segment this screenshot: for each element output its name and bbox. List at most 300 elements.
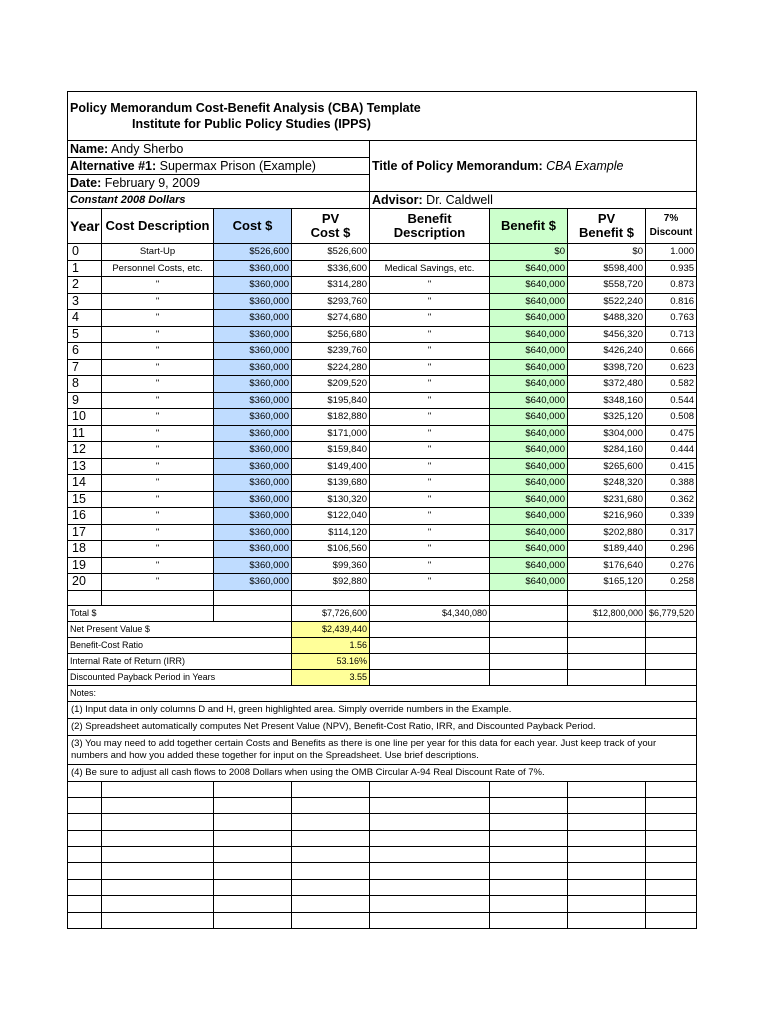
- pv-cost-cell[interactable]: $106,560: [292, 541, 370, 558]
- cost-cell[interactable]: $360,000: [214, 508, 292, 525]
- year-cell[interactable]: 3: [68, 293, 102, 310]
- cost-description-cell[interactable]: ": [102, 541, 214, 558]
- empty-cell[interactable]: [68, 879, 102, 895]
- pv-cost-cell[interactable]: $239,760: [292, 343, 370, 360]
- pv-cost-cell[interactable]: $122,040: [292, 508, 370, 525]
- empty-cell[interactable]: [490, 830, 568, 846]
- empty-cell[interactable]: [646, 847, 697, 863]
- cost-description-cell[interactable]: ": [102, 574, 214, 591]
- benefit-cell[interactable]: $640,000: [490, 326, 568, 343]
- cost-cell[interactable]: $360,000: [214, 557, 292, 574]
- cost-cell[interactable]: $360,000: [214, 409, 292, 426]
- discount-cell[interactable]: 0.276: [646, 557, 697, 574]
- pv-benefit-cell[interactable]: $176,640: [568, 557, 646, 574]
- cost-cell[interactable]: $360,000: [214, 376, 292, 393]
- pv-benefit-cell[interactable]: $598,400: [568, 260, 646, 277]
- empty-cell[interactable]: [102, 830, 214, 846]
- table-row: [68, 326, 697, 343]
- empty-cell[interactable]: [568, 637, 646, 653]
- empty-cell[interactable]: [646, 879, 697, 895]
- benefit-description-cell[interactable]: ": [370, 541, 490, 558]
- empty-cell[interactable]: [568, 621, 646, 637]
- empty-cell[interactable]: [646, 896, 697, 912]
- empty-cell[interactable]: [370, 912, 490, 928]
- empty-cell[interactable]: [646, 797, 697, 813]
- cost-cell[interactable]: $360,000: [214, 310, 292, 327]
- empty-cell[interactable]: [214, 847, 292, 863]
- benefit-description-cell[interactable]: ": [370, 392, 490, 409]
- pv-cost-cell[interactable]: $182,880: [292, 409, 370, 426]
- pv-benefit-cell[interactable]: $216,960: [568, 508, 646, 525]
- year-cell[interactable]: 11: [68, 425, 102, 442]
- empty-cell[interactable]: [292, 814, 370, 830]
- cost-cell[interactable]: $360,000: [214, 541, 292, 558]
- year-cell[interactable]: 7: [68, 359, 102, 376]
- year-cell[interactable]: 12: [68, 442, 102, 459]
- empty-cell[interactable]: [102, 912, 214, 928]
- pv-cost-cell[interactable]: $274,680: [292, 310, 370, 327]
- empty-cell[interactable]: [214, 830, 292, 846]
- benefit-cell[interactable]: $640,000: [490, 442, 568, 459]
- blank-row: [68, 879, 697, 895]
- pv-benefit-cell[interactable]: $558,720: [568, 277, 646, 294]
- empty-cell[interactable]: [68, 797, 102, 813]
- empty-cell[interactable]: [102, 590, 214, 605]
- year-cell[interactable]: 5: [68, 326, 102, 343]
- table-row: [68, 574, 697, 591]
- date-cell[interactable]: [68, 175, 370, 192]
- cost-description-cell[interactable]: ": [102, 458, 214, 475]
- benefit-cell[interactable]: $640,000: [490, 508, 568, 525]
- empty-cell[interactable]: [490, 797, 568, 813]
- summary-value[interactable]: 1.56: [292, 637, 370, 653]
- discount-cell[interactable]: 0.339: [646, 508, 697, 525]
- pv-cost-cell[interactable]: $256,680: [292, 326, 370, 343]
- empty-cell[interactable]: [102, 896, 214, 912]
- empty-cell[interactable]: [102, 863, 214, 879]
- empty-cell[interactable]: [68, 896, 102, 912]
- pv-cost-cell[interactable]: $526,600: [292, 244, 370, 261]
- table-row: [68, 458, 697, 475]
- empty-cell[interactable]: [490, 590, 568, 605]
- cost-description-cell[interactable]: Start-Up: [102, 244, 214, 261]
- pv-benefit-cell[interactable]: $284,160: [568, 442, 646, 459]
- cost-description-cell[interactable]: ": [102, 508, 214, 525]
- benefit-cell[interactable]: $640,000: [490, 343, 568, 360]
- pv-benefit-cell[interactable]: $265,600: [568, 458, 646, 475]
- empty-cell[interactable]: [214, 896, 292, 912]
- discount-cell[interactable]: 0.362: [646, 491, 697, 508]
- benefit-description-cell[interactable]: ": [370, 491, 490, 508]
- empty-cell[interactable]: [68, 590, 102, 605]
- pv-benefit-cell[interactable]: $304,000: [568, 425, 646, 442]
- cost-description-cell[interactable]: ": [102, 376, 214, 393]
- cost-cell[interactable]: $360,000: [214, 260, 292, 277]
- benefit-cell[interactable]: $640,000: [490, 458, 568, 475]
- empty-cell[interactable]: [568, 896, 646, 912]
- year-cell[interactable]: 10: [68, 409, 102, 426]
- discount-cell[interactable]: 0.508: [646, 409, 697, 426]
- empty-cell[interactable]: [370, 847, 490, 863]
- empty-cell[interactable]: [370, 879, 490, 895]
- empty-cell[interactable]: [568, 653, 646, 669]
- benefit-description-cell[interactable]: ": [370, 277, 490, 294]
- table-row: [68, 260, 697, 277]
- memo-title-label: Title of Policy Memorandum:: [372, 159, 543, 173]
- total-cost[interactable]: $7,726,600: [292, 605, 370, 621]
- year-cell[interactable]: 2: [68, 277, 102, 294]
- empty-cell[interactable]: [292, 781, 370, 797]
- pv-benefit-cell[interactable]: $426,240: [568, 343, 646, 360]
- benefit-cell[interactable]: $640,000: [490, 293, 568, 310]
- pv-benefit-cell[interactable]: $522,240: [568, 293, 646, 310]
- pv-benefit-cell[interactable]: $456,320: [568, 326, 646, 343]
- empty-cell[interactable]: [646, 830, 697, 846]
- empty-cell[interactable]: [370, 896, 490, 912]
- total-benefit[interactable]: $12,800,000: [568, 605, 646, 621]
- empty-cell[interactable]: [370, 669, 490, 685]
- year-cell[interactable]: 8: [68, 376, 102, 393]
- pv-benefit-cell[interactable]: $372,480: [568, 376, 646, 393]
- empty-cell[interactable]: [646, 653, 697, 669]
- empty-cell[interactable]: [292, 847, 370, 863]
- empty-cell[interactable]: [292, 896, 370, 912]
- discount-cell[interactable]: 0.582: [646, 376, 697, 393]
- summary-label: Net Present Value $: [68, 621, 292, 637]
- cba-table: [67, 91, 697, 929]
- empty-cell[interactable]: [292, 797, 370, 813]
- empty-cell[interactable]: [490, 814, 568, 830]
- benefit-description-cell[interactable]: ": [370, 442, 490, 459]
- benefit-description-cell[interactable]: ": [370, 310, 490, 327]
- empty-cell[interactable]: [370, 621, 490, 637]
- notes-label: Notes:: [68, 685, 697, 701]
- benefit-description-cell[interactable]: ": [370, 343, 490, 360]
- empty-cell[interactable]: [646, 814, 697, 830]
- empty-cell[interactable]: [292, 590, 370, 605]
- cost-cell[interactable]: $360,000: [214, 343, 292, 360]
- cost-cell[interactable]: $360,000: [214, 524, 292, 541]
- cost-description-cell[interactable]: ": [102, 491, 214, 508]
- pv-benefit-cell[interactable]: $231,680: [568, 491, 646, 508]
- benefit-description-cell[interactable]: ": [370, 376, 490, 393]
- empty-cell[interactable]: [370, 814, 490, 830]
- total-pv-benefit[interactable]: $6,779,520: [646, 605, 697, 621]
- pv-cost-cell[interactable]: $114,120: [292, 524, 370, 541]
- empty-cell[interactable]: [68, 781, 102, 797]
- year-cell[interactable]: 13: [68, 458, 102, 475]
- empty-cell[interactable]: [568, 879, 646, 895]
- cost-description-cell[interactable]: ": [102, 557, 214, 574]
- total-pv-cost[interactable]: $4,340,080: [370, 605, 490, 621]
- pv-benefit-cell[interactable]: $189,440: [568, 541, 646, 558]
- pv-cost-cell[interactable]: $92,880: [292, 574, 370, 591]
- year-cell[interactable]: 19: [68, 557, 102, 574]
- discount-cell[interactable]: 0.415: [646, 458, 697, 475]
- empty-cell[interactable]: [646, 781, 697, 797]
- empty-cell[interactable]: [68, 863, 102, 879]
- discount-cell[interactable]: 1.000: [646, 244, 697, 261]
- empty-cell[interactable]: [292, 879, 370, 895]
- year-cell[interactable]: 0: [68, 244, 102, 261]
- benefit-description-cell[interactable]: ": [370, 409, 490, 426]
- benefit-cell[interactable]: $640,000: [490, 260, 568, 277]
- summary-value[interactable]: 3.55: [292, 669, 370, 685]
- empty-cell[interactable]: [214, 814, 292, 830]
- benefit-description-cell[interactable]: ": [370, 475, 490, 492]
- pv-cost-cell[interactable]: $171,000: [292, 425, 370, 442]
- empty-cell[interactable]: [214, 879, 292, 895]
- empty-cell[interactable]: [214, 590, 292, 605]
- cost-description-cell[interactable]: ": [102, 343, 214, 360]
- note-text: (4) Be sure to adjust all cash flows to 2008 Dollars when using the OMB Circular A-94 Real Discount Rate of 7%.: [68, 764, 697, 781]
- cost-cell[interactable]: $360,000: [214, 458, 292, 475]
- empty-cell[interactable]: [102, 781, 214, 797]
- cost-cell[interactable]: $526,600: [214, 244, 292, 261]
- empty-cell[interactable]: [102, 879, 214, 895]
- empty-cell[interactable]: [370, 781, 490, 797]
- empty-cell[interactable]: [68, 912, 102, 928]
- cost-description-cell[interactable]: ": [102, 326, 214, 343]
- benefit-description-cell[interactable]: ": [370, 458, 490, 475]
- benefit-cell[interactable]: $0: [490, 244, 568, 261]
- year-cell[interactable]: 17: [68, 524, 102, 541]
- cost-description-cell[interactable]: ": [102, 475, 214, 492]
- header-benefit: Benefit $: [490, 209, 568, 244]
- header-benefit-description-line-1: Benefit: [407, 211, 452, 226]
- empty-cell[interactable]: [490, 621, 568, 637]
- empty-cell[interactable]: [646, 669, 697, 685]
- empty-cell[interactable]: [68, 830, 102, 846]
- empty-cell[interactable]: [490, 781, 568, 797]
- year-cell[interactable]: 14: [68, 475, 102, 492]
- discount-cell[interactable]: 0.816: [646, 293, 697, 310]
- alternative-cell[interactable]: [68, 158, 370, 175]
- empty-cell[interactable]: [68, 814, 102, 830]
- benefit-cell[interactable]: $640,000: [490, 524, 568, 541]
- discount-cell[interactable]: 0.296: [646, 541, 697, 558]
- benefit-cell[interactable]: $640,000: [490, 425, 568, 442]
- pv-cost-cell[interactable]: $314,280: [292, 277, 370, 294]
- benefit-description-cell[interactable]: Medical Savings, etc.: [370, 260, 490, 277]
- benefit-cell[interactable]: $640,000: [490, 277, 568, 294]
- empty-cell[interactable]: [568, 863, 646, 879]
- cost-description-cell[interactable]: ": [102, 277, 214, 294]
- discount-cell[interactable]: 0.666: [646, 343, 697, 360]
- discount-cell[interactable]: 0.444: [646, 442, 697, 459]
- pv-cost-cell[interactable]: $224,280: [292, 359, 370, 376]
- year-cell[interactable]: 9: [68, 392, 102, 409]
- empty-cell[interactable]: [568, 847, 646, 863]
- empty-cell[interactable]: [214, 863, 292, 879]
- pv-benefit-cell[interactable]: $398,720: [568, 359, 646, 376]
- table-row: [68, 491, 697, 508]
- table-row: [68, 557, 697, 574]
- empty-cell[interactable]: [568, 669, 646, 685]
- benefit-cell[interactable]: $640,000: [490, 574, 568, 591]
- cost-cell[interactable]: $360,000: [214, 491, 292, 508]
- pv-benefit-cell[interactable]: $348,160: [568, 392, 646, 409]
- pv-cost-cell[interactable]: $99,360: [292, 557, 370, 574]
- cost-cell[interactable]: $360,000: [214, 442, 292, 459]
- empty-cell[interactable]: [568, 781, 646, 797]
- cost-cell[interactable]: $360,000: [214, 475, 292, 492]
- benefit-cell[interactable]: $640,000: [490, 475, 568, 492]
- year-cell[interactable]: 18: [68, 541, 102, 558]
- empty-cell[interactable]: [292, 830, 370, 846]
- empty-cell[interactable]: [646, 590, 697, 605]
- spacer-row: [68, 590, 697, 605]
- empty-cell[interactable]: [490, 896, 568, 912]
- cost-cell[interactable]: $360,000: [214, 293, 292, 310]
- benefit-cell[interactable]: $640,000: [490, 392, 568, 409]
- cost-description-cell[interactable]: ": [102, 524, 214, 541]
- empty-cell[interactable]: [490, 637, 568, 653]
- empty-cell[interactable]: [646, 621, 697, 637]
- benefit-cell[interactable]: $640,000: [490, 541, 568, 558]
- pv-benefit-cell[interactable]: $165,120: [568, 574, 646, 591]
- name-cell[interactable]: [68, 141, 370, 158]
- cost-description-cell[interactable]: ": [102, 359, 214, 376]
- benefit-description-cell[interactable]: ": [370, 425, 490, 442]
- empty-cell[interactable]: [370, 797, 490, 813]
- empty-cell[interactable]: [646, 863, 697, 879]
- empty-cell[interactable]: [568, 830, 646, 846]
- empty-cell[interactable]: [102, 797, 214, 813]
- empty-cell[interactable]: [292, 863, 370, 879]
- empty-cell[interactable]: [568, 814, 646, 830]
- cost-description-cell[interactable]: ": [102, 293, 214, 310]
- pv-benefit-cell[interactable]: $202,880: [568, 524, 646, 541]
- cost-description-cell[interactable]: ": [102, 442, 214, 459]
- empty-cell[interactable]: [292, 912, 370, 928]
- pv-cost-cell[interactable]: $139,680: [292, 475, 370, 492]
- cost-cell[interactable]: $360,000: [214, 425, 292, 442]
- pv-benefit-cell[interactable]: $0: [568, 244, 646, 261]
- empty-cell[interactable]: [370, 653, 490, 669]
- benefit-description-cell[interactable]: ": [370, 574, 490, 591]
- empty-cell[interactable]: [490, 863, 568, 879]
- year-cell[interactable]: 4: [68, 310, 102, 327]
- pv-cost-cell[interactable]: $209,520: [292, 376, 370, 393]
- empty-cell[interactable]: [568, 797, 646, 813]
- discount-cell[interactable]: 0.763: [646, 310, 697, 327]
- cost-cell[interactable]: $360,000: [214, 359, 292, 376]
- summary-value[interactable]: 53.16%: [292, 653, 370, 669]
- cost-cell[interactable]: $360,000: [214, 326, 292, 343]
- empty-cell[interactable]: [490, 879, 568, 895]
- empty-cell[interactable]: [370, 637, 490, 653]
- empty-cell[interactable]: [646, 637, 697, 653]
- pv-cost-cell[interactable]: $159,840: [292, 442, 370, 459]
- cost-description-cell[interactable]: ": [102, 425, 214, 442]
- cost-cell[interactable]: $360,000: [214, 277, 292, 294]
- benefit-cell[interactable]: $640,000: [490, 491, 568, 508]
- benefit-description-cell[interactable]: ": [370, 326, 490, 343]
- empty-cell[interactable]: [214, 781, 292, 797]
- benefit-description-cell[interactable]: ": [370, 557, 490, 574]
- discount-cell[interactable]: 0.317: [646, 524, 697, 541]
- benefit-description-cell[interactable]: ": [370, 508, 490, 525]
- pv-cost-cell[interactable]: $195,840: [292, 392, 370, 409]
- empty-cell[interactable]: [370, 863, 490, 879]
- discount-cell[interactable]: 0.873: [646, 277, 697, 294]
- pv-benefit-cell[interactable]: $248,320: [568, 475, 646, 492]
- benefit-cell[interactable]: $640,000: [490, 557, 568, 574]
- summary-value[interactable]: $2,439,440: [292, 621, 370, 637]
- empty-cell[interactable]: [102, 847, 214, 863]
- name-value: Andy Sherbo: [108, 142, 184, 156]
- memo-title-cell[interactable]: [370, 141, 697, 192]
- blank-row: [68, 912, 697, 928]
- empty-cell[interactable]: [646, 912, 697, 928]
- date-label: Date:: [70, 176, 102, 190]
- cost-description-cell[interactable]: ": [102, 310, 214, 327]
- empty-cell[interactable]: [568, 912, 646, 928]
- year-cell[interactable]: 15: [68, 491, 102, 508]
- pv-cost-cell[interactable]: $149,400: [292, 458, 370, 475]
- benefit-description-cell[interactable]: ": [370, 524, 490, 541]
- empty-cell[interactable]: [370, 830, 490, 846]
- year-cell[interactable]: 6: [68, 343, 102, 360]
- table-row: [68, 475, 697, 492]
- pv-cost-cell[interactable]: $336,600: [292, 260, 370, 277]
- notes-label-row: [68, 685, 697, 701]
- cost-cell[interactable]: $360,000: [214, 574, 292, 591]
- pv-benefit-cell[interactable]: $325,120: [568, 409, 646, 426]
- empty-cell[interactable]: [490, 669, 568, 685]
- benefit-description-cell[interactable]: ": [370, 293, 490, 310]
- empty-cell[interactable]: [370, 590, 490, 605]
- empty-cell[interactable]: [68, 847, 102, 863]
- pv-benefit-cell[interactable]: $488,320: [568, 310, 646, 327]
- discount-cell[interactable]: 0.258: [646, 574, 697, 591]
- cost-cell[interactable]: $360,000: [214, 392, 292, 409]
- cost-description-cell[interactable]: Personnel Costs, etc.: [102, 260, 214, 277]
- pv-cost-cell[interactable]: $130,320: [292, 491, 370, 508]
- empty-cell[interactable]: [490, 847, 568, 863]
- empty-cell[interactable]: [214, 797, 292, 813]
- benefit-cell[interactable]: $640,000: [490, 409, 568, 426]
- benefit-cell[interactable]: $640,000: [490, 310, 568, 327]
- pv-cost-cell[interactable]: $293,760: [292, 293, 370, 310]
- discount-cell[interactable]: 0.713: [646, 326, 697, 343]
- discount-cell[interactable]: 0.623: [646, 359, 697, 376]
- cost-description-cell[interactable]: ": [102, 409, 214, 426]
- discount-cell[interactable]: 0.544: [646, 392, 697, 409]
- benefit-description-cell[interactable]: [370, 244, 490, 261]
- benefit-cell[interactable]: $640,000: [490, 359, 568, 376]
- year-cell[interactable]: 20: [68, 574, 102, 591]
- empty-cell[interactable]: [490, 605, 568, 621]
- empty-cell[interactable]: [214, 605, 292, 621]
- benefit-description-cell[interactable]: ": [370, 359, 490, 376]
- empty-cell[interactable]: [490, 653, 568, 669]
- empty-cell[interactable]: [568, 590, 646, 605]
- empty-cell[interactable]: [102, 814, 214, 830]
- benefit-cell[interactable]: $640,000: [490, 376, 568, 393]
- discount-cell[interactable]: 0.935: [646, 260, 697, 277]
- empty-cell[interactable]: [214, 912, 292, 928]
- header-benefit-description: [370, 209, 490, 244]
- year-cell[interactable]: 1: [68, 260, 102, 277]
- empty-cell[interactable]: [490, 912, 568, 928]
- year-cell[interactable]: 16: [68, 508, 102, 525]
- advisor-cell[interactable]: [370, 192, 697, 209]
- cost-description-cell[interactable]: ": [102, 392, 214, 409]
- discount-cell[interactable]: 0.388: [646, 475, 697, 492]
- discount-cell[interactable]: 0.475: [646, 425, 697, 442]
